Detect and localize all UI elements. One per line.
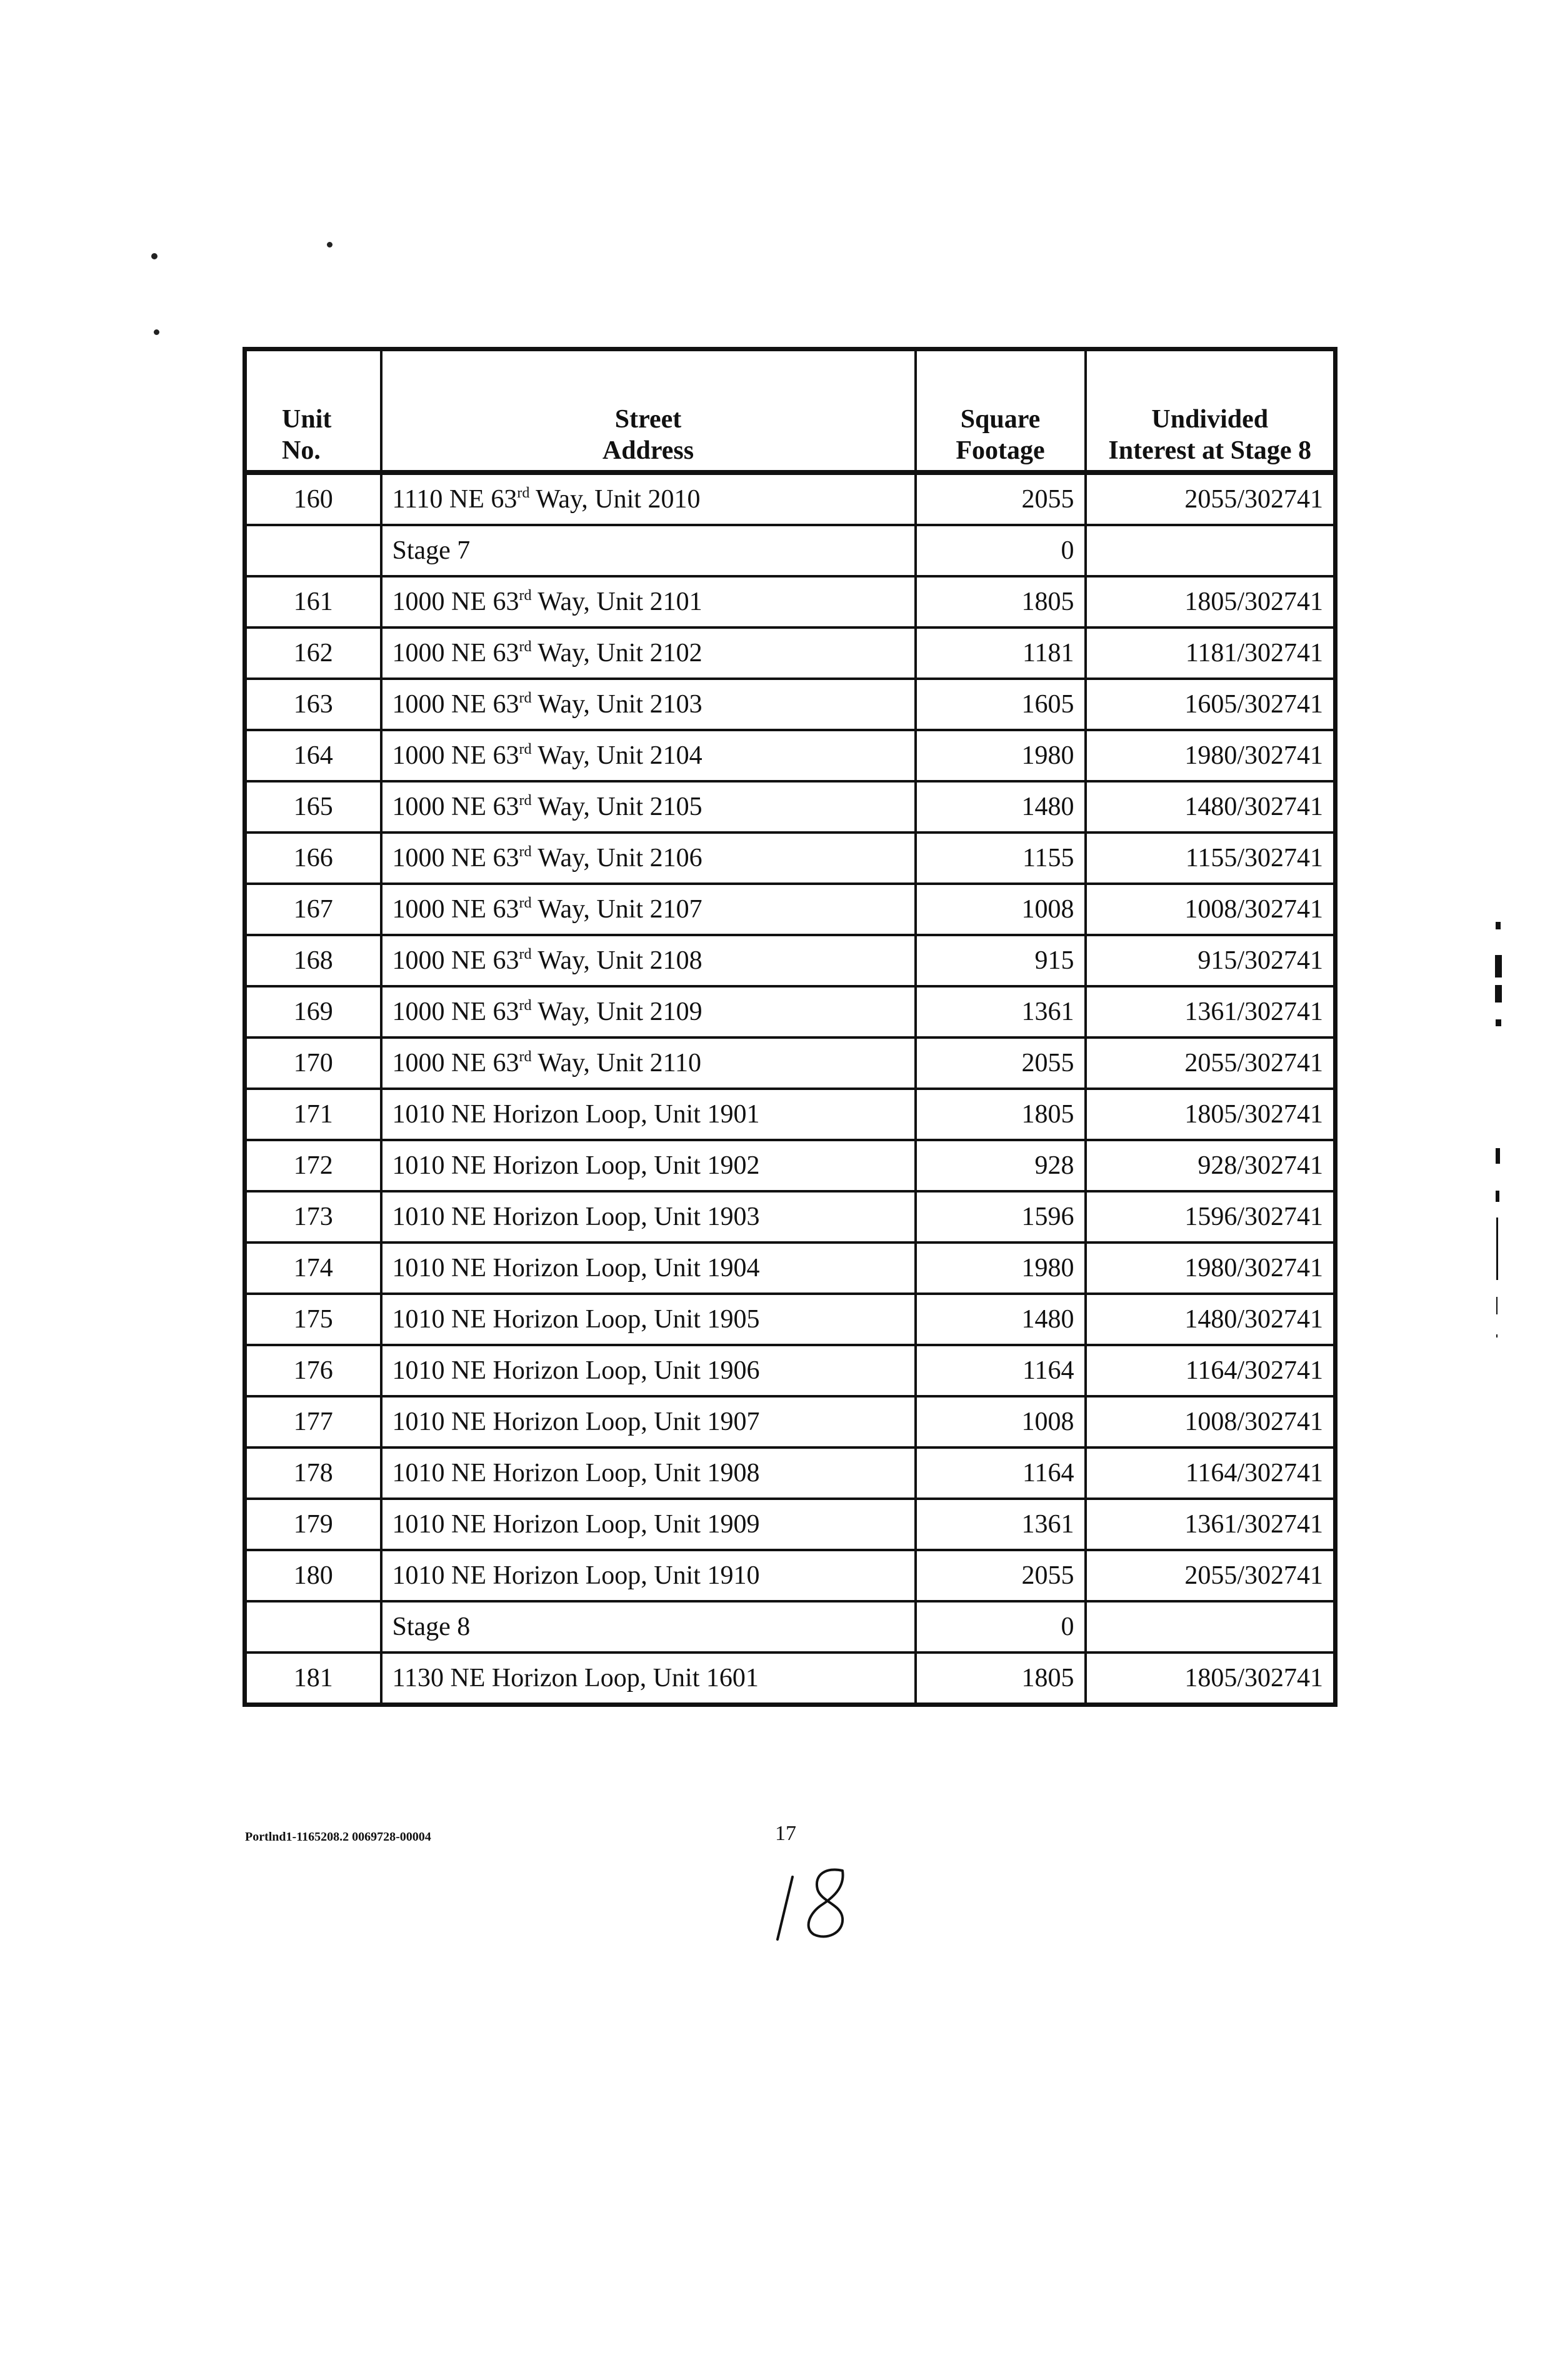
table-row [245,1294,1336,1345]
address-text-rest: Way, Unit 2103 [531,690,702,719]
cell-undivided-interest: 1805/302741 [1086,1652,1336,1705]
margin-mark [1496,1148,1500,1164]
cell-unit-no: 166 [245,832,381,884]
table-row [245,1550,1336,1601]
cell-unit-no [245,1601,381,1652]
cell-street-address [381,1191,916,1242]
cell-undivided-interest: 2055/302741 [1086,472,1336,525]
cell-unit-no: 172 [245,1140,381,1191]
table-row [245,576,1336,628]
cell-street-address [381,1294,916,1345]
address-ordinal-suffix: rd [519,844,532,860]
cell-street-address [381,832,916,884]
cell-undivided-interest: 1164/302741 [1086,1345,1336,1396]
table-row [245,472,1336,525]
header-sqft-line1: Square [960,405,1041,434]
cell-street-address [381,935,916,986]
cell-street-address [381,781,916,832]
table-row [245,1089,1336,1140]
cell-street-address [381,1601,916,1652]
scan-speck [151,253,158,259]
cell-square-footage: 2055 [916,472,1086,525]
cell-undivided-interest: 1181/302741 [1086,628,1336,679]
cell-street-address [381,1038,916,1089]
table-row [245,628,1336,679]
margin-mark [1496,1334,1498,1338]
cell-undivided-interest: 1008/302741 [1086,1396,1336,1448]
address-text: 1010 NE Horizon Loop, Unit 1907 [392,1408,760,1436]
scan-speck [327,242,332,248]
address-text: 1010 NE Horizon Loop, Unit 1906 [392,1356,760,1385]
margin-mark [1496,1218,1498,1280]
address-ordinal-suffix: rd [517,485,530,501]
cell-undivided-interest: 1805/302741 [1086,1089,1336,1140]
cell-undivided-interest: 928/302741 [1086,1140,1336,1191]
cell-unit-no: 169 [245,986,381,1038]
header-interest-line1: Undivided [1151,405,1269,434]
handwritten-page-number [769,1866,875,1944]
table-row [245,1345,1336,1396]
cell-unit-no: 167 [245,884,381,935]
address-text: 1000 NE 63 [392,844,519,872]
cell-square-footage: 1164 [916,1448,1086,1499]
margin-mark [1496,1191,1499,1202]
table-row [245,781,1336,832]
address-text: 1010 NE Horizon Loop, Unit 1903 [392,1202,760,1231]
cell-square-footage: 1361 [916,1499,1086,1550]
cell-street-address [381,1550,916,1601]
cell-street-address [381,576,916,628]
table-row [245,935,1336,986]
address-ordinal-suffix: rd [519,588,532,604]
cell-undivided-interest: 1480/302741 [1086,1294,1336,1345]
cell-unit-no: 181 [245,1652,381,1705]
address-ordinal-suffix: rd [519,1049,532,1065]
cell-undivided-interest [1086,1601,1336,1652]
table-row [245,1448,1336,1499]
cell-square-footage: 1480 [916,781,1086,832]
table-row [245,730,1336,781]
cell-street-address [381,628,916,679]
cell-unit-no: 163 [245,679,381,730]
header-unit-line2: No. [282,436,321,465]
table-header-row [245,349,1336,473]
header-undivided-interest [1086,349,1336,473]
cell-square-footage: 2055 [916,1038,1086,1089]
address-text: 1010 NE Horizon Loop, Unit 1901 [392,1100,760,1129]
table-row [245,1396,1336,1448]
cell-unit-no: 170 [245,1038,381,1089]
table-row [245,1191,1336,1242]
address-ordinal-suffix: rd [519,741,532,758]
address-text: 1000 NE 63 [392,588,519,616]
cell-square-footage: 1980 [916,1242,1086,1294]
cell-street-address [381,1242,916,1294]
cell-unit-no: 177 [245,1396,381,1448]
cell-unit-no: 161 [245,576,381,628]
cell-street-address [381,986,916,1038]
cell-undivided-interest: 915/302741 [1086,935,1336,986]
cell-street-address [381,679,916,730]
cell-unit-no: 164 [245,730,381,781]
cell-unit-no: 175 [245,1294,381,1345]
table-row [245,884,1336,935]
address-ordinal-suffix: rd [519,639,532,655]
address-text: 1010 NE Horizon Loop, Unit 1908 [392,1459,760,1488]
cell-unit-no: 178 [245,1448,381,1499]
cell-square-footage: 1361 [916,986,1086,1038]
cell-street-address [381,1345,916,1396]
header-street-address [381,349,916,473]
cell-unit-no: 165 [245,781,381,832]
cell-square-footage: 1805 [916,1652,1086,1705]
address-text-rest: Way, Unit 2010 [529,485,701,514]
header-street-line1: Street [614,405,682,434]
cell-undivided-interest: 2055/302741 [1086,1550,1336,1601]
address-text: 1110 NE 63 [392,485,518,514]
page-number: 17 [775,1822,796,1845]
margin-mark [1495,955,1502,978]
address-ordinal-suffix: rd [519,690,532,706]
cell-unit-no: 173 [245,1191,381,1242]
cell-street-address [381,1652,916,1705]
cell-unit-no: 179 [245,1499,381,1550]
address-text: Stage 7 [392,536,471,565]
cell-undivided-interest: 1008/302741 [1086,884,1336,935]
cell-undivided-interest: 1155/302741 [1086,832,1336,884]
cell-unit-no [245,525,381,576]
cell-undivided-interest: 1164/302741 [1086,1448,1336,1499]
address-ordinal-suffix: rd [519,946,532,962]
address-text-rest: Way, Unit 2102 [531,639,702,668]
address-text: 1130 NE Horizon Loop, Unit 1601 [392,1664,759,1692]
address-text-rest: Way, Unit 2107 [531,895,702,924]
cell-street-address [381,884,916,935]
cell-street-address [381,472,916,525]
table-row [245,1242,1336,1294]
cell-square-footage: 0 [916,1601,1086,1652]
address-text-rest: Way, Unit 2109 [531,998,702,1026]
cell-square-footage: 0 [916,525,1086,576]
cell-square-footage: 1181 [916,628,1086,679]
table-row [245,1140,1336,1191]
cell-undivided-interest: 1605/302741 [1086,679,1336,730]
address-text: 1010 NE Horizon Loop, Unit 1905 [392,1305,760,1334]
cell-street-address [381,1448,916,1499]
unit-interest-table [242,347,1338,1707]
cell-undivided-interest: 1361/302741 [1086,1499,1336,1550]
cell-square-footage: 1008 [916,1396,1086,1448]
address-text-rest: Way, Unit 2108 [531,946,702,975]
table-row [245,679,1336,730]
table-row [245,1038,1336,1089]
cell-square-footage: 1605 [916,679,1086,730]
scan-speck [154,329,159,335]
address-text: 1000 NE 63 [392,946,519,975]
cell-undivided-interest: 1980/302741 [1086,1242,1336,1294]
table-row [245,1652,1336,1705]
cell-undivided-interest: 1805/302741 [1086,576,1336,628]
cell-street-address [381,1396,916,1448]
cell-undivided-interest [1086,525,1336,576]
address-text: 1010 NE Horizon Loop, Unit 1902 [392,1151,760,1180]
address-text-rest: Way, Unit 2105 [531,792,702,821]
cell-square-footage: 1596 [916,1191,1086,1242]
cell-unit-no: 180 [245,1550,381,1601]
address-text: 1000 NE 63 [392,895,519,924]
table-row [245,986,1336,1038]
address-ordinal-suffix: rd [519,792,532,809]
address-text: 1000 NE 63 [392,741,519,770]
address-text: 1010 NE Horizon Loop, Unit 1904 [392,1254,760,1282]
cell-undivided-interest: 1980/302741 [1086,730,1336,781]
cell-unit-no: 171 [245,1089,381,1140]
header-unit-no [245,349,381,473]
cell-street-address [381,730,916,781]
header-square-footage [916,349,1086,473]
table-row [245,832,1336,884]
address-text: 1000 NE 63 [392,639,519,668]
address-text-rest: Way, Unit 2101 [531,588,702,616]
cell-street-address [381,1089,916,1140]
margin-mark [1495,985,1502,1002]
cell-square-footage: 1805 [916,576,1086,628]
address-text-rest: Way, Unit 2110 [531,1049,702,1078]
address-text-rest: Way, Unit 2106 [531,844,702,872]
address-text: 1000 NE 63 [392,1049,519,1078]
cell-unit-no: 160 [245,472,381,525]
cell-undivided-interest: 1361/302741 [1086,986,1336,1038]
cell-street-address [381,1499,916,1550]
cell-undivided-interest: 2055/302741 [1086,1038,1336,1089]
cell-undivided-interest: 1596/302741 [1086,1191,1336,1242]
cell-unit-no: 176 [245,1345,381,1396]
cell-square-footage: 1805 [916,1089,1086,1140]
cell-square-footage: 2055 [916,1550,1086,1601]
header-unit-line1: Unit [282,405,332,434]
table-body [245,472,1336,1705]
table-row [245,1499,1336,1550]
address-text: 1000 NE 63 [392,690,519,719]
cell-square-footage: 915 [916,935,1086,986]
cell-square-footage: 1164 [916,1345,1086,1396]
margin-mark [1496,1019,1501,1026]
cell-square-footage: 1980 [916,730,1086,781]
address-text: 1010 NE Horizon Loop, Unit 1910 [392,1561,760,1590]
cell-street-address [381,1140,916,1191]
address-text: 1000 NE 63 [392,998,519,1026]
address-text: 1000 NE 63 [392,792,519,821]
margin-mark [1496,922,1501,929]
cell-unit-no: 174 [245,1242,381,1294]
header-interest-line2: Interest at Stage 8 [1108,436,1312,465]
cell-unit-no: 168 [245,935,381,986]
margin-mark [1496,1297,1498,1314]
cell-square-footage: 1008 [916,884,1086,935]
cell-square-footage: 1480 [916,1294,1086,1345]
address-text: Stage 8 [392,1612,471,1641]
cell-street-address [381,525,916,576]
table-row [245,1601,1336,1652]
header-street-line2: Address [602,436,694,465]
address-ordinal-suffix: rd [519,998,532,1014]
cell-unit-no: 162 [245,628,381,679]
address-ordinal-suffix: rd [519,895,532,911]
address-text: 1010 NE Horizon Loop, Unit 1909 [392,1510,760,1539]
cell-undivided-interest: 1480/302741 [1086,781,1336,832]
cell-square-footage: 1155 [916,832,1086,884]
header-sqft-line2: Footage [956,436,1045,465]
table-row [245,525,1336,576]
document-code: Portlnd1-1165208.2 0069728-00004 [245,1830,431,1844]
cell-square-footage: 928 [916,1140,1086,1191]
address-text-rest: Way, Unit 2104 [531,741,702,770]
